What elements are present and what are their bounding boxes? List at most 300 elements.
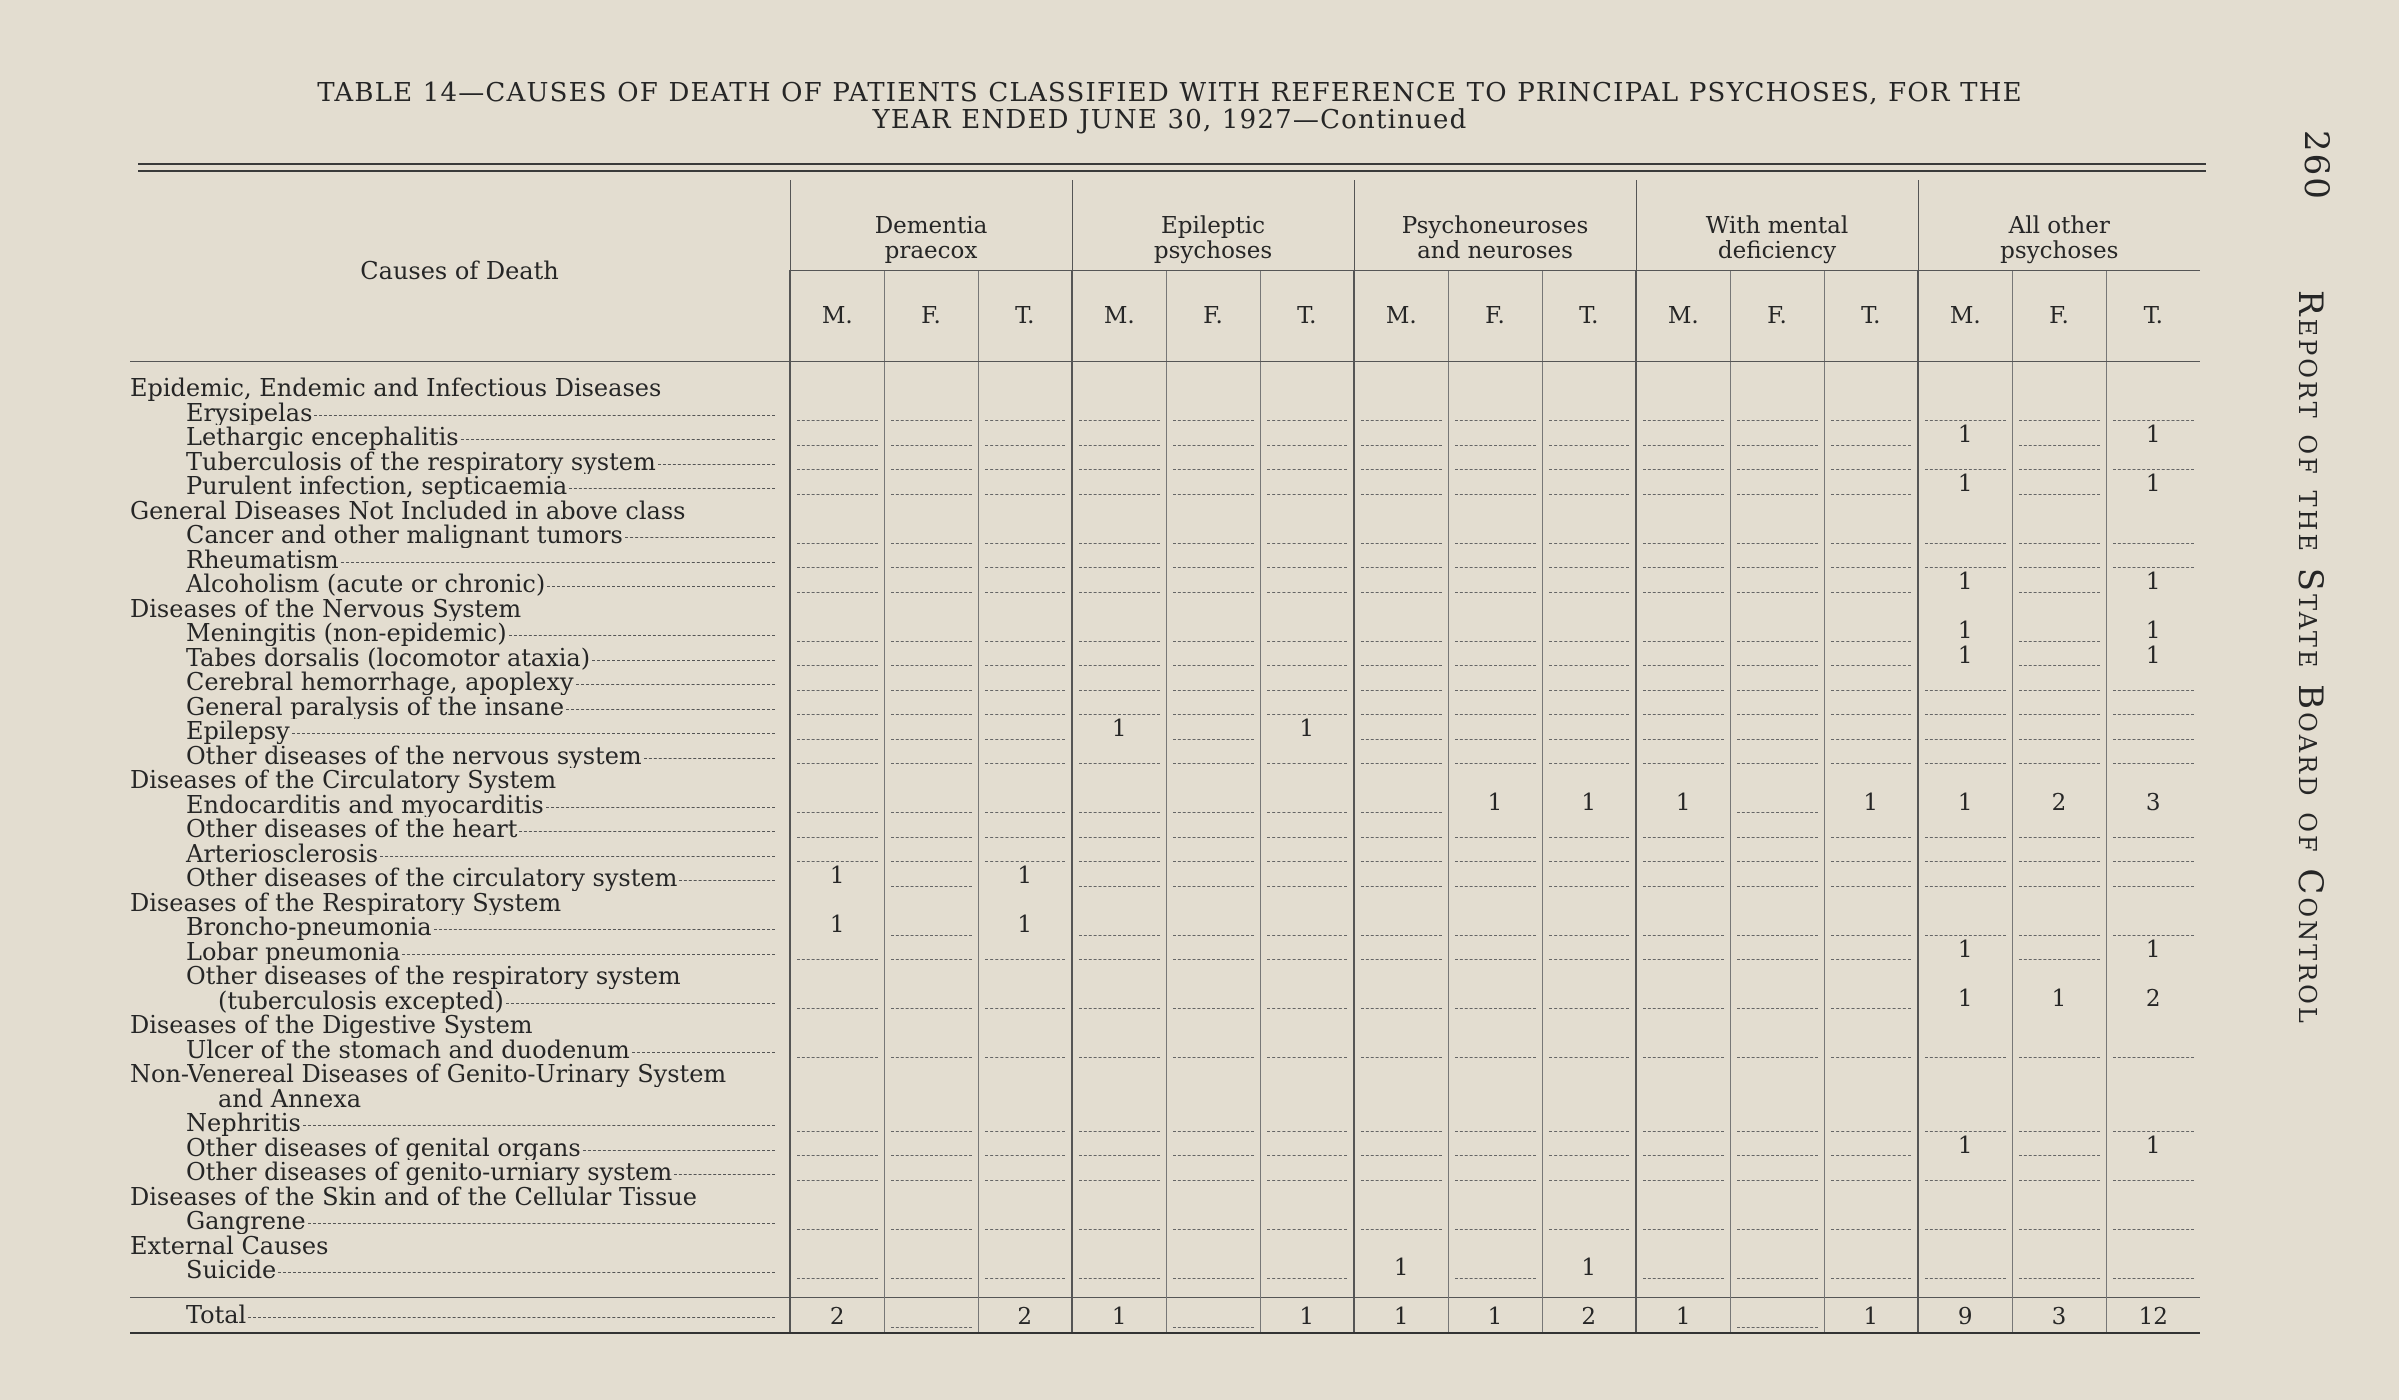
- data-cell: [2106, 1062, 2200, 1087]
- data-cell: [2106, 695, 2200, 720]
- data-cell: [1166, 646, 1260, 671]
- data-cell: [1824, 964, 1918, 989]
- leader-dots: [547, 586, 775, 587]
- empty-dash: [1361, 1229, 1442, 1230]
- title-rule-1: [138, 163, 2206, 165]
- data-cell: [884, 499, 978, 524]
- table-row: [130, 866, 2200, 891]
- empty-dash: [1643, 690, 1724, 691]
- row-label: [130, 670, 790, 695]
- data-cell: [884, 915, 978, 940]
- empty-dash: [1173, 739, 1254, 740]
- data-cell: [1730, 842, 1824, 867]
- data-cell: [2106, 1038, 2200, 1063]
- data-cell: [1824, 597, 1918, 622]
- empty-dash: [891, 1327, 972, 1328]
- data-cell: [1260, 523, 1354, 548]
- cell-value: 1: [2145, 618, 2161, 644]
- data-cell: [1260, 842, 1354, 867]
- data-cell: [1824, 695, 1918, 720]
- data-cell: [1354, 1062, 1448, 1087]
- data-cell: [1542, 964, 1636, 989]
- empty-dash: [891, 1278, 972, 1279]
- empty-dash: [1173, 714, 1254, 715]
- empty-dash: [797, 763, 878, 764]
- empty-dash: [1267, 420, 1348, 421]
- data-cell: [2012, 1209, 2106, 1234]
- table-row: [130, 1062, 2200, 1087]
- empty-dash: [2113, 1180, 2195, 1181]
- data-cell: [1824, 1062, 1918, 1087]
- data-cell: [1448, 940, 1542, 965]
- data-cell: [978, 744, 1072, 769]
- data-cell: [978, 646, 1072, 671]
- data-cell: [1354, 499, 1448, 524]
- empty-dash: [1831, 1057, 1912, 1058]
- data-cell: [1072, 646, 1166, 671]
- empty-dash: [1643, 763, 1724, 764]
- empty-dash: [1173, 665, 1254, 666]
- data-cell: [1730, 1111, 1824, 1136]
- data-cell: [1354, 670, 1448, 695]
- empty-dash: [985, 1278, 1066, 1279]
- data-cell: [1448, 915, 1542, 940]
- data-cell: [978, 1111, 1072, 1136]
- empty-dash: [2019, 543, 2100, 544]
- data-cell: [1730, 1185, 1824, 1210]
- data-cell: [1824, 891, 1918, 916]
- empty-dash: [1925, 469, 2006, 470]
- empty-dash: [2019, 1155, 2100, 1156]
- empty-dash: [985, 714, 1066, 715]
- data-cell: [1072, 401, 1166, 426]
- data-cell: [1354, 401, 1448, 426]
- empty-dash: [1737, 494, 1818, 495]
- empty-dash: [1549, 1057, 1630, 1058]
- empty-dash: [1079, 763, 1160, 764]
- leader-dots: [576, 684, 775, 685]
- empty-dash: [2019, 592, 2100, 593]
- data-cell: [1918, 523, 2012, 548]
- data-cell: [2106, 471, 2200, 499]
- data-cell: [1260, 1297, 1354, 1333]
- total-row: [130, 1297, 2200, 1333]
- empty-dash: [1173, 1327, 1254, 1328]
- table-row: [130, 1038, 2200, 1063]
- data-cell: [1354, 523, 1448, 548]
- data-cell: [1636, 499, 1730, 524]
- empty-dash: [1925, 1229, 2006, 1230]
- data-cell: [884, 597, 978, 622]
- data-cell: [1072, 1160, 1166, 1185]
- data-cell: [1072, 670, 1166, 695]
- empty-dash: [1925, 837, 2006, 838]
- data-cell: [1072, 866, 1166, 891]
- data-cell: [1072, 842, 1166, 867]
- empty-dash: [1831, 935, 1912, 936]
- data-cell: [1260, 401, 1354, 426]
- sub-header: F.: [1166, 271, 1260, 362]
- data-cell: [1072, 425, 1166, 450]
- title-line-2: YEAR ENDED JUNE 30, 1927—Continued: [872, 105, 1468, 135]
- empty-dash: [1361, 739, 1442, 740]
- data-cell: [1636, 789, 1730, 818]
- data-cell: [1730, 1136, 1824, 1161]
- empty-dash: [1455, 641, 1536, 642]
- empty-dash: [1549, 469, 1630, 470]
- leader-dots: [506, 1003, 775, 1004]
- leader-dots: [592, 660, 775, 661]
- empty-dash: [1455, 1131, 1536, 1132]
- empty-dash: [797, 543, 878, 544]
- empty-dash: [1079, 935, 1160, 936]
- data-cell: [2012, 548, 2106, 573]
- table-row: [130, 548, 2200, 573]
- empty-dash: [1079, 445, 1160, 446]
- empty-dash: [1267, 861, 1348, 862]
- data-cell: [1260, 1062, 1354, 1087]
- data-cell: [978, 401, 1072, 426]
- data-cell: [884, 1160, 978, 1185]
- data-cell: [1542, 1062, 1636, 1087]
- data-cell: [790, 1087, 884, 1112]
- empty-dash: [1643, 665, 1724, 666]
- data-cell: [1542, 915, 1636, 940]
- data-cell: [1072, 597, 1166, 622]
- data-cell: [1166, 597, 1260, 622]
- empty-dash: [1455, 592, 1536, 593]
- data-cell: [978, 1136, 1072, 1161]
- empty-dash: [985, 690, 1066, 691]
- data-cell: [1260, 1136, 1354, 1161]
- data-cell: [1166, 401, 1260, 426]
- empty-dash: [891, 739, 972, 740]
- data-cell: [1260, 1234, 1354, 1259]
- data-cell: [1354, 425, 1448, 450]
- data-cell: [1730, 915, 1824, 940]
- row-label-text: General paralysis of the insane: [186, 694, 565, 719]
- row-label: [130, 1185, 790, 1210]
- empty-dash: [2113, 935, 2195, 936]
- data-cell: [1824, 1160, 1918, 1185]
- empty-dash: [1267, 935, 1348, 936]
- data-cell: [1166, 817, 1260, 842]
- empty-dash: [985, 1057, 1066, 1058]
- data-cell: [1918, 1234, 2012, 1259]
- data-cell: [1354, 1087, 1448, 1112]
- data-cell: [1918, 1132, 2012, 1161]
- cell-value: 1: [1299, 1304, 1315, 1330]
- data-cell: [1730, 940, 1824, 965]
- empty-dash: [891, 837, 972, 838]
- sub-header: M.: [1354, 271, 1448, 362]
- empty-dash: [1925, 861, 2006, 862]
- empty-dash: [1737, 641, 1818, 642]
- data-cell: [1918, 422, 2012, 450]
- data-cell: [1918, 817, 2012, 842]
- empty-dash: [1361, 567, 1442, 568]
- empty-dash: [1925, 886, 2006, 887]
- table-row: [130, 842, 2200, 867]
- row-label-text: Other diseases of the nervous system: [186, 743, 642, 768]
- data-cell: [2106, 744, 2200, 769]
- data-cell: [1448, 1087, 1542, 1112]
- data-cell: [1448, 1038, 1542, 1063]
- empty-dash: [1267, 641, 1348, 642]
- empty-dash: [1455, 469, 1536, 470]
- data-cell: [884, 1062, 978, 1087]
- row-label-text: Rheumatism: [186, 547, 339, 572]
- table-row: [130, 425, 2200, 450]
- data-cell: [978, 1234, 1072, 1259]
- empty-dash: [1079, 690, 1160, 691]
- table-row: [130, 450, 2200, 475]
- data-cell: [1448, 621, 1542, 646]
- data-cell: [1354, 695, 1448, 720]
- row-label: [130, 1087, 790, 1112]
- empty-dash: [1079, 1180, 1160, 1181]
- data-cell: [1824, 1234, 1918, 1259]
- sub-header: T.: [2106, 271, 2200, 362]
- empty-dash: [1173, 494, 1254, 495]
- data-cell: [1636, 425, 1730, 450]
- data-cell: [1824, 915, 1918, 940]
- empty-dash: [891, 445, 972, 446]
- data-cell: [1260, 793, 1354, 818]
- empty-dash: [1549, 861, 1630, 862]
- data-cell: [2012, 866, 2106, 891]
- empty-dash: [1643, 641, 1724, 642]
- data-cell: [2012, 523, 2106, 548]
- data-cell: [1918, 915, 2012, 940]
- data-cell: [2106, 985, 2200, 1014]
- empty-dash: [1173, 641, 1254, 642]
- row-label-text: Other diseases of genital organs: [186, 1135, 581, 1160]
- empty-dash: [1737, 1131, 1818, 1132]
- empty-dash: [1831, 420, 1912, 421]
- data-cell: [884, 1013, 978, 1038]
- empty-dash: [891, 469, 972, 470]
- data-cell: [1260, 425, 1354, 450]
- empty-dash: [985, 739, 1066, 740]
- empty-dash: [1173, 1229, 1254, 1230]
- empty-dash: [1455, 420, 1536, 421]
- empty-dash: [1267, 543, 1348, 544]
- data-cell: [1072, 621, 1166, 646]
- data-cell: [2106, 891, 2200, 916]
- empty-dash: [1549, 420, 1630, 421]
- empty-dash: [797, 1229, 878, 1230]
- empty-dash: [1643, 420, 1724, 421]
- data-cell: [1918, 1111, 2012, 1136]
- empty-dash: [1267, 714, 1348, 715]
- table-row: [130, 401, 2200, 426]
- row-label: [130, 842, 790, 867]
- empty-dash: [1455, 1057, 1536, 1058]
- data-cell: [2012, 915, 2106, 940]
- data-cell: [1542, 842, 1636, 867]
- data-cell: [1260, 474, 1354, 499]
- data-cell: [1636, 621, 1730, 646]
- table-row: [130, 940, 2200, 965]
- empty-dash: [797, 592, 878, 593]
- empty-dash: [891, 592, 972, 593]
- row-label-text: Nephritis: [186, 1111, 301, 1136]
- data-cell: [884, 670, 978, 695]
- data-cell: [884, 1258, 978, 1283]
- data-cell: [790, 499, 884, 524]
- data-cell: [978, 817, 1072, 842]
- group-header-mental-deficiency: With mental deficiency: [1636, 180, 1918, 271]
- empty-dash: [1643, 1229, 1724, 1230]
- data-cell: [790, 695, 884, 720]
- cell-value: 1: [1957, 569, 1973, 595]
- data-cell: [790, 1038, 884, 1063]
- empty-dash: [1831, 1008, 1912, 1009]
- data-cell: [1918, 866, 2012, 891]
- empty-dash: [1831, 1278, 1912, 1279]
- data-cell: [1072, 793, 1166, 818]
- empty-dash: [1173, 445, 1254, 446]
- empty-dash: [1549, 567, 1630, 568]
- data-cell: [1918, 695, 2012, 720]
- data-cell: [2012, 1013, 2106, 1038]
- empty-dash: [1267, 1008, 1348, 1009]
- data-cell: [1918, 891, 2012, 916]
- empty-dash: [1079, 959, 1160, 960]
- empty-dash: [1549, 665, 1630, 666]
- data-cell: [1636, 744, 1730, 769]
- sub-header: M.: [1918, 271, 2012, 362]
- empty-dash: [1831, 959, 1912, 960]
- data-cell: [884, 401, 978, 426]
- data-cell: [1072, 376, 1166, 401]
- data-cell: [1542, 499, 1636, 524]
- data-cell: [1918, 768, 2012, 793]
- data-cell: [1448, 401, 1542, 426]
- empty-dash: [1643, 959, 1724, 960]
- data-cell: [2012, 1111, 2106, 1136]
- row-label-text: Broncho-pneumonia: [186, 915, 432, 940]
- data-cell: [1166, 744, 1260, 769]
- data-cell: [2012, 499, 2106, 524]
- data-cell: [1260, 1111, 1354, 1136]
- empty-dash: [891, 886, 972, 887]
- data-cell: [790, 1234, 884, 1259]
- empty-dash: [1361, 494, 1442, 495]
- data-cell: [884, 964, 978, 989]
- data-cell: [1730, 817, 1824, 842]
- data-cell: [1448, 1160, 1542, 1185]
- empty-dash: [1643, 592, 1724, 593]
- table-row: [130, 376, 2200, 401]
- data-cell: [1824, 548, 1918, 573]
- leader-dots: [380, 856, 775, 857]
- row-label-text: External Causes: [130, 1233, 329, 1258]
- data-cell: [2106, 1209, 2200, 1234]
- empty-dash: [1455, 1180, 1536, 1181]
- empty-dash: [1643, 861, 1724, 862]
- table-body: [130, 362, 2200, 1333]
- data-cell: [1918, 376, 2012, 401]
- empty-dash: [1737, 592, 1818, 593]
- data-cell: [1918, 569, 2012, 597]
- empty-dash: [891, 1180, 972, 1181]
- data-cell: [1636, 1013, 1730, 1038]
- data-cell: [1824, 474, 1918, 499]
- row-label-text: Cancer and other malignant tumors: [186, 523, 623, 548]
- row-label: [130, 621, 790, 646]
- data-cell: [1542, 695, 1636, 720]
- data-cell: [1448, 866, 1542, 891]
- data-cell: [1918, 789, 2012, 818]
- data-cell: [1918, 1209, 2012, 1234]
- data-cell: [884, 719, 978, 744]
- data-cell: [1448, 523, 1542, 548]
- empty-dash: [1173, 1155, 1254, 1156]
- group-header-psychoneuroses: Psychoneuroses and neuroses: [1354, 180, 1636, 271]
- empty-dash: [1643, 1131, 1724, 1132]
- empty-dash: [891, 543, 972, 544]
- empty-dash: [1549, 1131, 1630, 1132]
- empty-dash: [1549, 494, 1630, 495]
- data-cell: [1636, 1185, 1730, 1210]
- data-cell: [884, 548, 978, 573]
- data-cell: [978, 450, 1072, 475]
- data-cell: [1542, 376, 1636, 401]
- empty-dash: [1267, 1180, 1348, 1181]
- row-label-text: Ulcer of the stomach and duodenum: [186, 1037, 630, 1062]
- empty-dash: [1831, 837, 1912, 838]
- empty-dash: [2113, 886, 2195, 887]
- data-cell: [978, 1013, 1072, 1038]
- table-row: [130, 646, 2200, 671]
- empty-dash: [1173, 1057, 1254, 1058]
- empty-dash: [1549, 592, 1630, 593]
- cell-value: 1: [2145, 471, 2161, 497]
- data-cell: [1166, 1062, 1260, 1087]
- data-cell: [1072, 989, 1166, 1014]
- data-cell: [1636, 1111, 1730, 1136]
- data-cell: [1918, 471, 2012, 499]
- empty-dash: [1925, 714, 2006, 715]
- data-cell: [1542, 474, 1636, 499]
- table-row: [130, 695, 2200, 720]
- data-cell: [1636, 376, 1730, 401]
- cell-value: 1: [1487, 789, 1503, 816]
- data-cell: [884, 474, 978, 499]
- data-cell: [2106, 842, 2200, 867]
- empty-dash: [1831, 690, 1912, 691]
- data-cell: [1354, 915, 1448, 940]
- empty-dash: [1643, 567, 1724, 568]
- row-label-text: and Annexa: [218, 1086, 362, 1111]
- data-cell: [1354, 548, 1448, 573]
- data-cell: [1542, 1297, 1636, 1333]
- empty-dash: [1737, 935, 1818, 936]
- data-cell: [1918, 719, 2012, 744]
- empty-dash: [1173, 1131, 1254, 1132]
- row-label: [130, 891, 790, 916]
- empty-dash: [1737, 959, 1818, 960]
- empty-dash: [1079, 1057, 1160, 1058]
- leader-dots: [519, 831, 775, 832]
- data-cell: [1918, 1297, 2012, 1333]
- data-cell: [1260, 376, 1354, 401]
- empty-dash: [797, 837, 878, 838]
- data-cell: [978, 912, 1072, 940]
- data-cell: [1354, 842, 1448, 867]
